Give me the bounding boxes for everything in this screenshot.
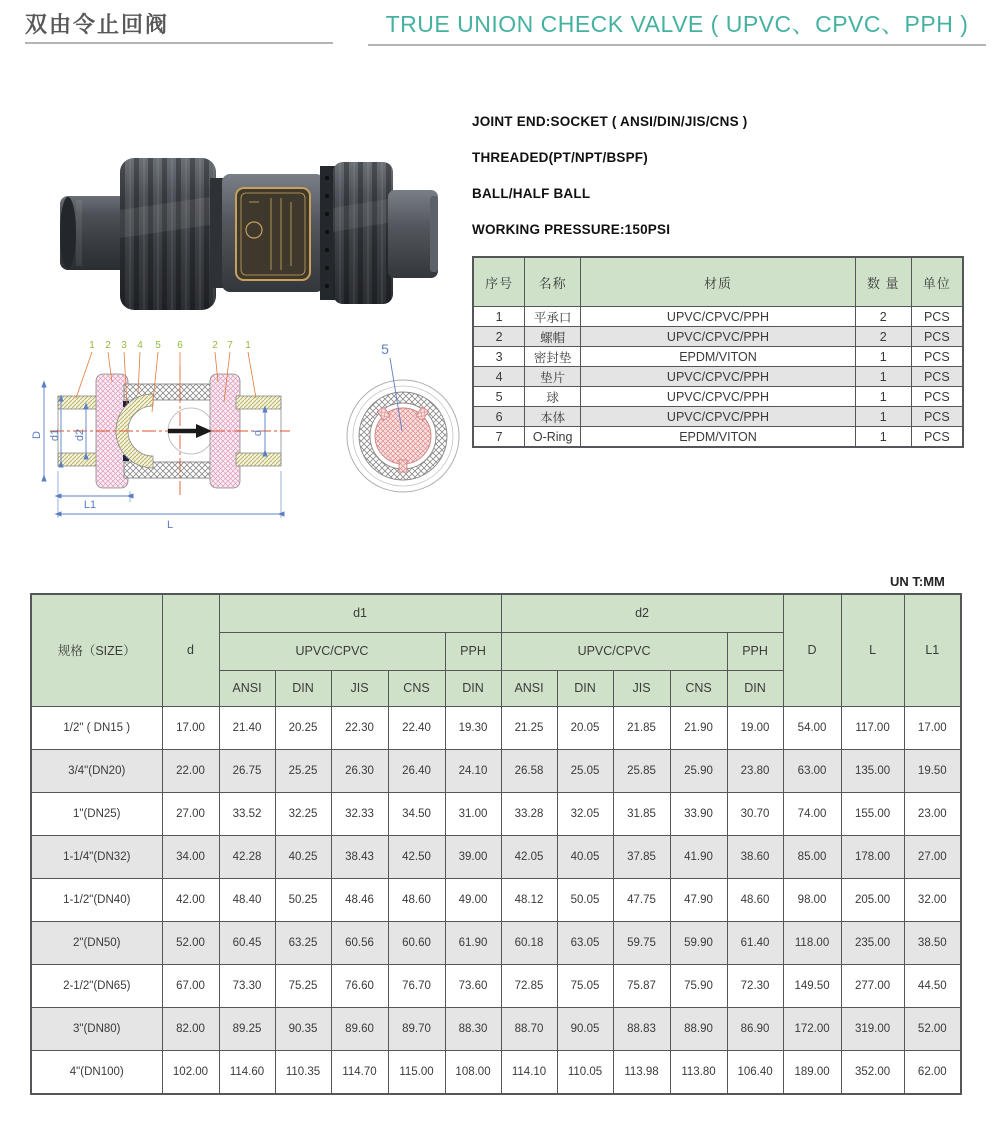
- dim-header-d1: d1: [219, 594, 501, 632]
- dim-header-row-1: [31, 594, 961, 632]
- dim-label-L: L: [166, 519, 174, 531]
- parts-table-body: [473, 307, 963, 448]
- dim-row: [31, 706, 961, 749]
- dim-size-cell: 1/2" ( DN15 ): [31, 706, 162, 749]
- dim-value-cell: 25.25: [275, 749, 331, 792]
- dim-value-cell: 115.00: [388, 1050, 445, 1094]
- dim-label-D: D: [31, 431, 43, 439]
- dim-header-L1: L1: [904, 594, 961, 706]
- flow-arrow-icon: [168, 424, 212, 438]
- dim-header-standard: ANSI: [219, 670, 275, 706]
- technical-drawing: [28, 336, 473, 536]
- dim-value-cell: 62.00: [904, 1050, 961, 1094]
- spec-line: JOINT END:SOCKET ( ANSI/DIN/JIS/CNS ): [472, 114, 748, 129]
- dim-value-cell: 61.40: [727, 921, 783, 964]
- dim-value-cell: 72.30: [727, 964, 783, 1007]
- dim-value-cell: 42.50: [388, 835, 445, 878]
- end-view: [347, 341, 459, 492]
- parts-cell: EPDM/VITON: [581, 427, 856, 448]
- parts-row: [473, 407, 963, 427]
- dim-value-cell: 49.00: [445, 878, 501, 921]
- dim-header-pph-2: PPH: [727, 632, 783, 670]
- spec-line: THREADED(PT/NPT/BSPF): [472, 150, 648, 165]
- dim-size-cell: 3"(DN80): [31, 1007, 162, 1050]
- dim-header-standard: DIN: [727, 670, 783, 706]
- dim-header-standard: JIS: [613, 670, 670, 706]
- dim-value-cell: 63.00: [783, 749, 841, 792]
- title-underline-left: [25, 42, 333, 44]
- dim-value-cell: 42.28: [219, 835, 275, 878]
- dim-value-cell: 27.00: [904, 835, 961, 878]
- dim-value-cell: 76.70: [388, 964, 445, 1007]
- dim-label-d2: d2: [74, 428, 86, 442]
- parts-header-row: [473, 257, 963, 307]
- parts-header-unit: 单位: [911, 257, 963, 307]
- dim-value-cell: 21.40: [219, 706, 275, 749]
- dim-value-cell: 114.70: [331, 1050, 388, 1094]
- parts-cell: PCS: [911, 347, 963, 367]
- callout-label: 2: [212, 340, 218, 351]
- dim-value-cell: 50.05: [557, 878, 613, 921]
- callout-label: 5: [155, 340, 161, 351]
- dim-value-cell: 88.90: [670, 1007, 727, 1050]
- dim-value-cell: 52.00: [162, 921, 219, 964]
- parts-cell: 6: [473, 407, 525, 427]
- dim-value-cell: 75.87: [613, 964, 670, 1007]
- parts-cell: PCS: [911, 367, 963, 387]
- dim-header-pph-1: PPH: [445, 632, 501, 670]
- dim-value-cell: 113.98: [613, 1050, 670, 1094]
- dim-header-standard: DIN: [557, 670, 613, 706]
- dim-header-standard: DIN: [445, 670, 501, 706]
- dim-value-cell: 155.00: [841, 792, 904, 835]
- dim-value-cell: 114.10: [501, 1050, 557, 1094]
- dim-value-cell: 17.00: [904, 706, 961, 749]
- dim-value-cell: 74.00: [783, 792, 841, 835]
- callout-label: 1: [89, 340, 95, 351]
- parts-header-qty: 数 量: [855, 257, 911, 307]
- callout-label: 2: [105, 340, 111, 351]
- dim-value-cell: 40.25: [275, 835, 331, 878]
- dim-value-cell: 48.46: [331, 878, 388, 921]
- parts-table: [472, 256, 964, 448]
- dim-value-cell: 235.00: [841, 921, 904, 964]
- dim-row: [31, 964, 961, 1007]
- dim-header-standard: CNS: [670, 670, 727, 706]
- dim-value-cell: 73.60: [445, 964, 501, 1007]
- parts-cell: UPVC/CPVC/PPH: [581, 327, 856, 347]
- dim-value-cell: 22.00: [162, 749, 219, 792]
- dim-value-cell: 23.80: [727, 749, 783, 792]
- parts-cell: 2: [855, 327, 911, 347]
- dim-value-cell: 82.00: [162, 1007, 219, 1050]
- dim-header-standard: ANSI: [501, 670, 557, 706]
- dim-header-standard: JIS: [331, 670, 388, 706]
- dim-value-cell: 89.60: [331, 1007, 388, 1050]
- dim-value-cell: 22.40: [388, 706, 445, 749]
- parts-row: [473, 347, 963, 367]
- callout-label: 4: [137, 340, 143, 351]
- parts-cell: PCS: [911, 407, 963, 427]
- dim-value-cell: 32.05: [557, 792, 613, 835]
- dim-value-cell: 59.90: [670, 921, 727, 964]
- dim-value-cell: 106.40: [727, 1050, 783, 1094]
- dim-value-cell: 31.85: [613, 792, 670, 835]
- dim-value-cell: 41.90: [670, 835, 727, 878]
- dim-value-cell: 21.85: [613, 706, 670, 749]
- parts-cell: EPDM/VITON: [581, 347, 856, 367]
- dim-value-cell: 24.10: [445, 749, 501, 792]
- dim-header-d2: d2: [501, 594, 783, 632]
- dim-size-cell: 1-1/2"(DN40): [31, 878, 162, 921]
- dim-value-cell: 76.60: [331, 964, 388, 1007]
- valve-photo-flange-ring: [320, 166, 335, 300]
- parts-row: [473, 307, 963, 327]
- dim-value-cell: 90.35: [275, 1007, 331, 1050]
- dim-size-cell: 2"(DN50): [31, 921, 162, 964]
- dim-size-cell: 1"(DN25): [31, 792, 162, 835]
- dim-label-d1: d1: [49, 428, 61, 442]
- dim-value-cell: 17.00: [162, 706, 219, 749]
- parts-cell: 1: [473, 307, 525, 327]
- dim-value-cell: 39.00: [445, 835, 501, 878]
- parts-cell: 1: [855, 367, 911, 387]
- dim-value-cell: 135.00: [841, 749, 904, 792]
- dim-value-cell: 47.90: [670, 878, 727, 921]
- dim-value-cell: 33.28: [501, 792, 557, 835]
- dim-value-cell: 98.00: [783, 878, 841, 921]
- parts-row: [473, 327, 963, 347]
- parts-cell: 1: [855, 427, 911, 448]
- dim-value-cell: 37.85: [613, 835, 670, 878]
- callout-label: 3: [121, 340, 127, 351]
- dim-value-cell: 52.00: [904, 1007, 961, 1050]
- callout-label: 6: [177, 340, 183, 351]
- parts-cell: UPVC/CPVC/PPH: [581, 367, 856, 387]
- dim-value-cell: 60.60: [388, 921, 445, 964]
- dim-header-standard: DIN: [275, 670, 331, 706]
- dim-value-cell: 48.60: [388, 878, 445, 921]
- dim-value-cell: 44.50: [904, 964, 961, 1007]
- dim-value-cell: 59.75: [613, 921, 670, 964]
- dim-value-cell: 85.00: [783, 835, 841, 878]
- dim-value-cell: 26.40: [388, 749, 445, 792]
- dim-value-cell: 26.58: [501, 749, 557, 792]
- dim-value-cell: 33.90: [670, 792, 727, 835]
- page-title-cn: 双由令止回阀: [25, 12, 170, 37]
- dim-value-cell: 73.30: [219, 964, 275, 1007]
- dim-value-cell: 88.83: [613, 1007, 670, 1050]
- dim-value-cell: 319.00: [841, 1007, 904, 1050]
- dim-value-cell: 60.56: [331, 921, 388, 964]
- dim-value-cell: 110.35: [275, 1050, 331, 1094]
- dim-value-cell: 23.00: [904, 792, 961, 835]
- dim-value-cell: 63.25: [275, 921, 331, 964]
- dim-value-cell: 48.12: [501, 878, 557, 921]
- dim-value-cell: 32.33: [331, 792, 388, 835]
- dim-value-cell: 22.30: [331, 706, 388, 749]
- dim-value-cell: 25.05: [557, 749, 613, 792]
- dim-value-cell: 50.25: [275, 878, 331, 921]
- dim-label-d: d: [252, 429, 264, 437]
- parts-row: [473, 427, 963, 448]
- dim-value-cell: 117.00: [841, 706, 904, 749]
- dim-size-cell: 4"(DN100): [31, 1050, 162, 1094]
- parts-cell: 平承口: [525, 307, 581, 327]
- dim-value-cell: 25.85: [613, 749, 670, 792]
- parts-cell: 4: [473, 367, 525, 387]
- dim-value-cell: 75.05: [557, 964, 613, 1007]
- dim-header-D: D: [783, 594, 841, 706]
- dim-value-cell: 19.50: [904, 749, 961, 792]
- dim-value-cell: 352.00: [841, 1050, 904, 1094]
- dim-header-standard: CNS: [388, 670, 445, 706]
- dim-value-cell: 89.70: [388, 1007, 445, 1050]
- dim-value-cell: 26.30: [331, 749, 388, 792]
- dim-value-cell: 21.25: [501, 706, 557, 749]
- parts-cell: 1: [855, 387, 911, 407]
- parts-cell: PCS: [911, 307, 963, 327]
- dim-row: [31, 749, 961, 792]
- dim-value-cell: 20.25: [275, 706, 331, 749]
- dim-row: [31, 1050, 961, 1094]
- dim-value-cell: 108.00: [445, 1050, 501, 1094]
- valve-photo-right-socket: [388, 190, 438, 278]
- dim-value-cell: 32.25: [275, 792, 331, 835]
- dimension-table: [30, 593, 962, 1095]
- parts-cell: UPVC/CPVC/PPH: [581, 387, 856, 407]
- dim-value-cell: 63.05: [557, 921, 613, 964]
- dim-header-upvc-1: UPVC/CPVC: [219, 632, 445, 670]
- dim-value-cell: 60.45: [219, 921, 275, 964]
- dim-value-cell: 114.60: [219, 1050, 275, 1094]
- dim-value-cell: 19.30: [445, 706, 501, 749]
- callout-label: 1: [245, 340, 251, 351]
- parts-cell: PCS: [911, 427, 963, 448]
- dim-value-cell: 25.90: [670, 749, 727, 792]
- dim-size-cell: 1-1/4"(DN32): [31, 835, 162, 878]
- end-view-callout-label: 5: [381, 341, 389, 357]
- title-underline-right: [368, 44, 986, 46]
- dim-value-cell: 75.25: [275, 964, 331, 1007]
- parts-cell: 本体: [525, 407, 581, 427]
- product-photo: [50, 118, 445, 338]
- dim-value-cell: 31.00: [445, 792, 501, 835]
- parts-header-name: 名称: [525, 257, 581, 307]
- dim-row: [31, 792, 961, 835]
- dim-value-cell: 30.70: [727, 792, 783, 835]
- dim-value-cell: 40.05: [557, 835, 613, 878]
- valve-photo-body: [222, 174, 324, 292]
- parts-row: [473, 387, 963, 407]
- parts-cell: 球: [525, 387, 581, 407]
- dim-value-cell: 48.60: [727, 878, 783, 921]
- dim-value-cell: 61.90: [445, 921, 501, 964]
- parts-header-material: 材质: [581, 257, 856, 307]
- dim-value-cell: 75.90: [670, 964, 727, 1007]
- unit-note: UN T:MM: [890, 574, 945, 589]
- parts-cell: 密封垫: [525, 347, 581, 367]
- dim-value-cell: 21.90: [670, 706, 727, 749]
- parts-cell: UPVC/CPVC/PPH: [581, 307, 856, 327]
- dim-value-cell: 277.00: [841, 964, 904, 1007]
- dim-value-cell: 34.00: [162, 835, 219, 878]
- dim-value-cell: 19.00: [727, 706, 783, 749]
- dim-value-cell: 38.43: [331, 835, 388, 878]
- dim-value-cell: 118.00: [783, 921, 841, 964]
- dim-value-cell: 178.00: [841, 835, 904, 878]
- parts-cell: UPVC/CPVC/PPH: [581, 407, 856, 427]
- dim-value-cell: 102.00: [162, 1050, 219, 1094]
- dim-value-cell: 47.75: [613, 878, 670, 921]
- dim-table-body: [31, 706, 961, 1094]
- parts-cell: O-Ring: [525, 427, 581, 448]
- parts-cell: 7: [473, 427, 525, 448]
- valve-photo-label: [236, 188, 310, 280]
- dim-value-cell: 67.00: [162, 964, 219, 1007]
- parts-cell: 螺帽: [525, 327, 581, 347]
- dim-value-cell: 110.05: [557, 1050, 613, 1094]
- dim-row: [31, 835, 961, 878]
- dim-value-cell: 32.00: [904, 878, 961, 921]
- dim-value-cell: 48.40: [219, 878, 275, 921]
- parts-cell: 2: [473, 327, 525, 347]
- parts-header-no: 序号: [473, 257, 525, 307]
- dim-value-cell: 27.00: [162, 792, 219, 835]
- valve-photo-left-nut: [120, 158, 216, 310]
- dim-row: [31, 878, 961, 921]
- dim-value-cell: 88.70: [501, 1007, 557, 1050]
- dim-label-L1: L1: [83, 499, 97, 511]
- dim-value-cell: 33.52: [219, 792, 275, 835]
- dim-value-cell: 89.25: [219, 1007, 275, 1050]
- dim-value-cell: 205.00: [841, 878, 904, 921]
- parts-cell: 垫片: [525, 367, 581, 387]
- valve-photo-right-nut: [333, 162, 393, 304]
- dim-value-cell: 38.50: [904, 921, 961, 964]
- parts-row: [473, 367, 963, 387]
- parts-cell: PCS: [911, 387, 963, 407]
- dim-value-cell: 189.00: [783, 1050, 841, 1094]
- spec-line: WORKING PRESSURE:150PSI: [472, 222, 671, 237]
- dim-header-size: 规格（SIZE）: [31, 594, 162, 706]
- parts-cell: 3: [473, 347, 525, 367]
- dim-value-cell: 90.05: [557, 1007, 613, 1050]
- spec-list: [472, 114, 747, 258]
- page-title-en: TRUE UNION CHECK VALVE ( UPVC、CPVC、PPH ): [385, 11, 969, 37]
- dim-value-cell: 149.50: [783, 964, 841, 1007]
- dim-row: [31, 921, 961, 964]
- dim-row: [31, 1007, 961, 1050]
- dim-value-cell: 60.18: [501, 921, 557, 964]
- dim-size-cell: 2-1/2"(DN65): [31, 964, 162, 1007]
- dim-value-cell: 34.50: [388, 792, 445, 835]
- dim-value-cell: 38.60: [727, 835, 783, 878]
- dim-header-d: d: [162, 594, 219, 706]
- dim-value-cell: 86.90: [727, 1007, 783, 1050]
- spec-line: BALL/HALF BALL: [472, 186, 591, 201]
- dim-value-cell: 20.05: [557, 706, 613, 749]
- dim-header-L: L: [841, 594, 904, 706]
- dim-value-cell: 113.80: [670, 1050, 727, 1094]
- parts-cell: PCS: [911, 327, 963, 347]
- parts-cell: 5: [473, 387, 525, 407]
- dim-value-cell: 72.85: [501, 964, 557, 1007]
- dim-value-cell: 54.00: [783, 706, 841, 749]
- parts-cell: 1: [855, 347, 911, 367]
- parts-cell: 2: [855, 307, 911, 327]
- dim-header-upvc-2: UPVC/CPVC: [501, 632, 727, 670]
- dim-value-cell: 172.00: [783, 1007, 841, 1050]
- dim-value-cell: 42.05: [501, 835, 557, 878]
- dim-value-cell: 26.75: [219, 749, 275, 792]
- parts-cell: 1: [855, 407, 911, 427]
- dim-value-cell: 42.00: [162, 878, 219, 921]
- dim-size-cell: 3/4"(DN20): [31, 749, 162, 792]
- callout-label: 7: [227, 340, 233, 351]
- dim-value-cell: 88.30: [445, 1007, 501, 1050]
